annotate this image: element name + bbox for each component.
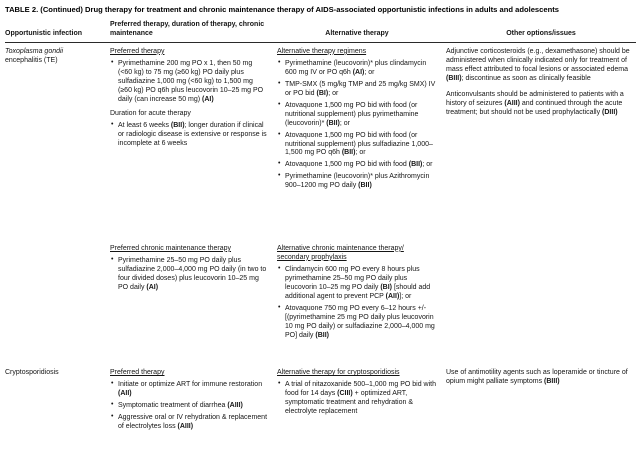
section-heading-preferred-therapy: Preferred therapy — [110, 47, 165, 55]
column-header-preferred-therapy: Preferred therapy, duration of therapy, chronic maintenance — [110, 21, 265, 37]
list-item: • Pyrimethamine 200 mg PO x 1, then 50 mg (<60 kg) to 75 mg (≥60 kg) PO daily plus sulfadiazine 1,000 mg (<60 kg) to 1,500 mg (≥60 kg) PO q6h plus leucovorin 10–25 mg PO daily (can increase 50 mg) (AI) — [110, 60, 268, 105]
alternative-chronic-maintenance-section — [277, 245, 437, 344]
list-item: • Atovaquone 750 mg PO every 6–12 hours +/- [(pyrimethamine 25 mg PO daily plus leucovorin 10 mg PO daily) or sulfadiazine 2,000–4,000 mg PO] daily (BII) — [277, 305, 437, 341]
list-item: • Atovaquone 1,500 mg PO bid with food (or nutritional supplement) plus sulfadiazine 1,000–1,500 mg PO q6h (BII); or — [277, 132, 437, 159]
other-options-paragraph: Adjunctive corticosteroids (e.g., dexamethasone) should be administered when clinically indicated only for treatment of mass effect attributed to focal lesions or associated edema (BIII); discontinue as soon as clinically feasible — [446, 47, 630, 82]
column-header-other-options: Other options/issues — [506, 29, 576, 37]
section-heading-preferred-chronic-maintenance: Preferred chronic maintenance therapy — [110, 244, 232, 252]
infection-name-toxoplasma — [5, 48, 101, 344]
other-options-paragraph: Anticonvulsants should be administered to patients with a history of seizures (AIII) and continued through the acute treatment; but should not be used prophylactically (DIII) — [446, 90, 624, 116]
list-item: • Symptomatic treatment of diarrhea (AIII) — [110, 402, 268, 411]
list-item: • At least 6 weeks (BII); longer duration if clinical or radiologic disease is extensive or response is incomplete at 6 weeks — [110, 122, 268, 149]
list-item: • TMP-SMX (5 mg/kg TMP and 25 mg/kg SMX) IV or PO bid (BI); or — [277, 81, 437, 99]
section-heading-duration-acute-therapy: Duration for acute therapy — [110, 109, 191, 117]
infection-name-cryptosporidiosis: Cryptosporidiosis — [5, 369, 59, 377]
column-header-opportunistic-infection: Opportunistic infection — [5, 29, 82, 37]
list-item: • A trial of nitazoxanide 500–1,000 mg PO bid with food for 14 days (CIII) + optimized ART, symptomatic treatment and rehydration & electrolyte replacement — [277, 381, 437, 417]
list-item: • Pyrimethamine 25–50 mg PO daily plus sulfadiazine 2,000–4,000 mg PO daily (in two to four divided doses) plus leucovorin 10–25 mg PO daily (AI) — [110, 257, 268, 293]
section-heading-alternative-cryptosporidiosis: Alternative therapy for cryptosporidiosis — [277, 369, 400, 377]
section-heading-alternative-chronic-maintenance: Alternative chronic maintenance therapy/ secondary prophylaxis — [277, 244, 404, 261]
table-header-row — [5, 21, 636, 43]
table-title: TABLE 2. (Continued) Drug therapy for treatment and chronic maintenance therapy of AIDS-associated opportunistic infections in adults and adolescents — [5, 5, 559, 14]
column-header-alternative-therapy: Alternative therapy — [325, 29, 389, 37]
other-options-paragraph: Use of antimotility agents such as loperamide or tincture of opium might palliate symptoms (BIII) — [446, 369, 628, 386]
list-item: • Pyrimethamine (leucovorin)* plus Azithromycin 900–1200 mg PO daily (BII) — [277, 173, 437, 191]
alternative-therapy-section — [277, 48, 437, 238]
preferred-therapy-section — [110, 369, 268, 435]
section-heading-alternative-regimens: Alternative therapy regimens — [277, 47, 367, 55]
list-item: • Pyrimethamine (leucovorin)* plus clindamycin 600 mg IV or PO q6h (AI); or — [277, 60, 437, 78]
preferred-chronic-maintenance-section — [110, 245, 268, 344]
section-heading-preferred-therapy: Preferred therapy — [110, 369, 165, 377]
infection-name-italic: Toxoplasma gondii — [5, 47, 64, 55]
preferred-therapy-section — [110, 48, 268, 238]
alternative-therapy-section — [277, 369, 437, 435]
list-item: • Initiate or optimize ART for immune restoration (AII) — [110, 381, 268, 399]
table-row-toxoplasma — [5, 48, 636, 344]
list-item: • Atovaquone 1,500 mg PO bid with food (or nutritional supplement) plus pyrimethamine (leucovorin)* (BII); or — [277, 102, 437, 129]
list-item: • Clindamycin 600 mg PO every 8 hours plus pyrimethamine 25–50 mg PO daily plus leucovorin 10–25 mg PO daily (BI) [should add additional agent to prevent PCP (AII)]; or — [277, 266, 437, 302]
table-row-cryptosporidiosis — [5, 369, 636, 435]
list-item: • Aggressive oral or IV rehydration & replacement of electrolytes loss (AIII) — [110, 414, 268, 432]
other-options-section — [446, 369, 636, 435]
list-item: • Atovaquone 1,500 mg PO bid with food (BII); or — [277, 161, 437, 170]
other-options-section — [446, 48, 636, 344]
infection-name-rest: encephalitis (TE) — [5, 56, 58, 64]
